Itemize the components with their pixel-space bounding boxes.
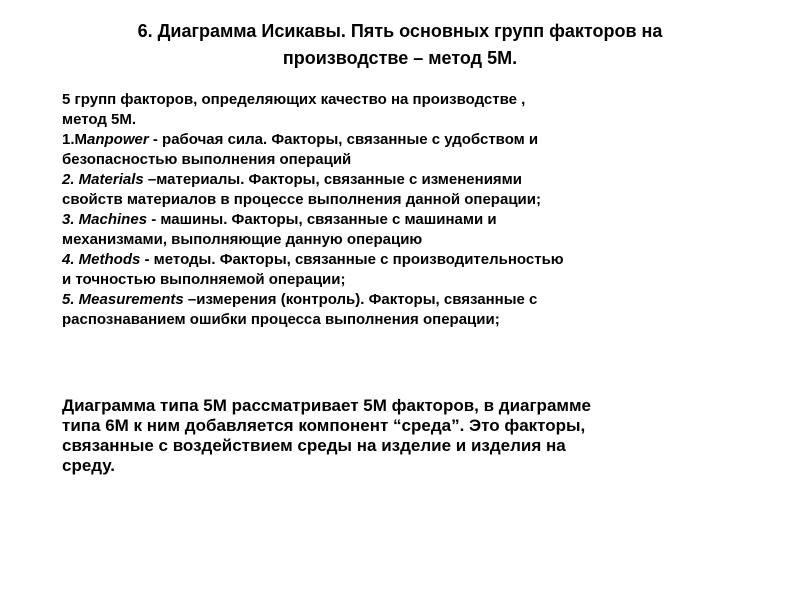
factor-description: - методы. Факторы, связанные с производительностью <box>140 251 564 268</box>
factor-description: - машины. Факторы, связанные с машинами и <box>147 211 497 228</box>
factor-description-line: безопасностью выполнения операций <box>62 151 352 168</box>
factors-list <box>62 90 752 330</box>
slide-title <box>40 18 760 72</box>
factor-description: - рабочая сила. Факторы, связанные с удобством и <box>148 131 539 148</box>
factor-description: –измерения (контроль). Факторы, связанные с <box>183 291 538 308</box>
summary-line: среду. <box>62 456 115 475</box>
summary-paragraph <box>62 396 762 476</box>
factor-item-methods <box>62 250 752 270</box>
factor-term: anpower <box>87 131 149 148</box>
factor-term: 2. Materials <box>62 171 144 188</box>
factor-item-manpower <box>62 130 752 150</box>
factor-item-measurements <box>62 290 752 310</box>
factors-intro-line: 5 групп факторов, определяющих качество на производстве , <box>62 91 526 108</box>
factor-description-line: и точностью выполняемой операции; <box>62 271 346 288</box>
slide-title-line: производстве – метод 5М. <box>282 48 518 68</box>
factor-item-materials <box>62 170 752 190</box>
factor-description-line: распознаванием ошибки процесса выполнения операции; <box>62 311 500 328</box>
factor-term: 5. Measurements <box>62 291 184 308</box>
factor-description: –материалы. Факторы, связанные с изменениями <box>143 171 522 188</box>
summary-line: Диаграмма типа 5М рассматривает 5М факторов, в диаграмме <box>62 396 592 415</box>
slide-title-line: 6. Диаграмма Исикавы. Пять основных групп факторов на <box>137 21 663 41</box>
factors-intro-line: метод 5М. <box>62 111 137 128</box>
factor-item-machines <box>62 210 752 230</box>
summary-line: типа 6М к ним добавляется компонент “среда”. Это факторы, <box>62 416 586 435</box>
factor-prefix: 1.M <box>62 131 88 148</box>
factor-description-line: механизмами, выполняющие данную операцию <box>62 231 423 248</box>
factor-term: 4. Methods <box>62 251 141 268</box>
summary-line: связанные с воздействием среды на изделие и изделия на <box>62 436 566 455</box>
factor-description-line: свойств материалов в процессе выполнения данной операции; <box>62 191 541 208</box>
factor-term: 3. Machines <box>62 211 148 228</box>
